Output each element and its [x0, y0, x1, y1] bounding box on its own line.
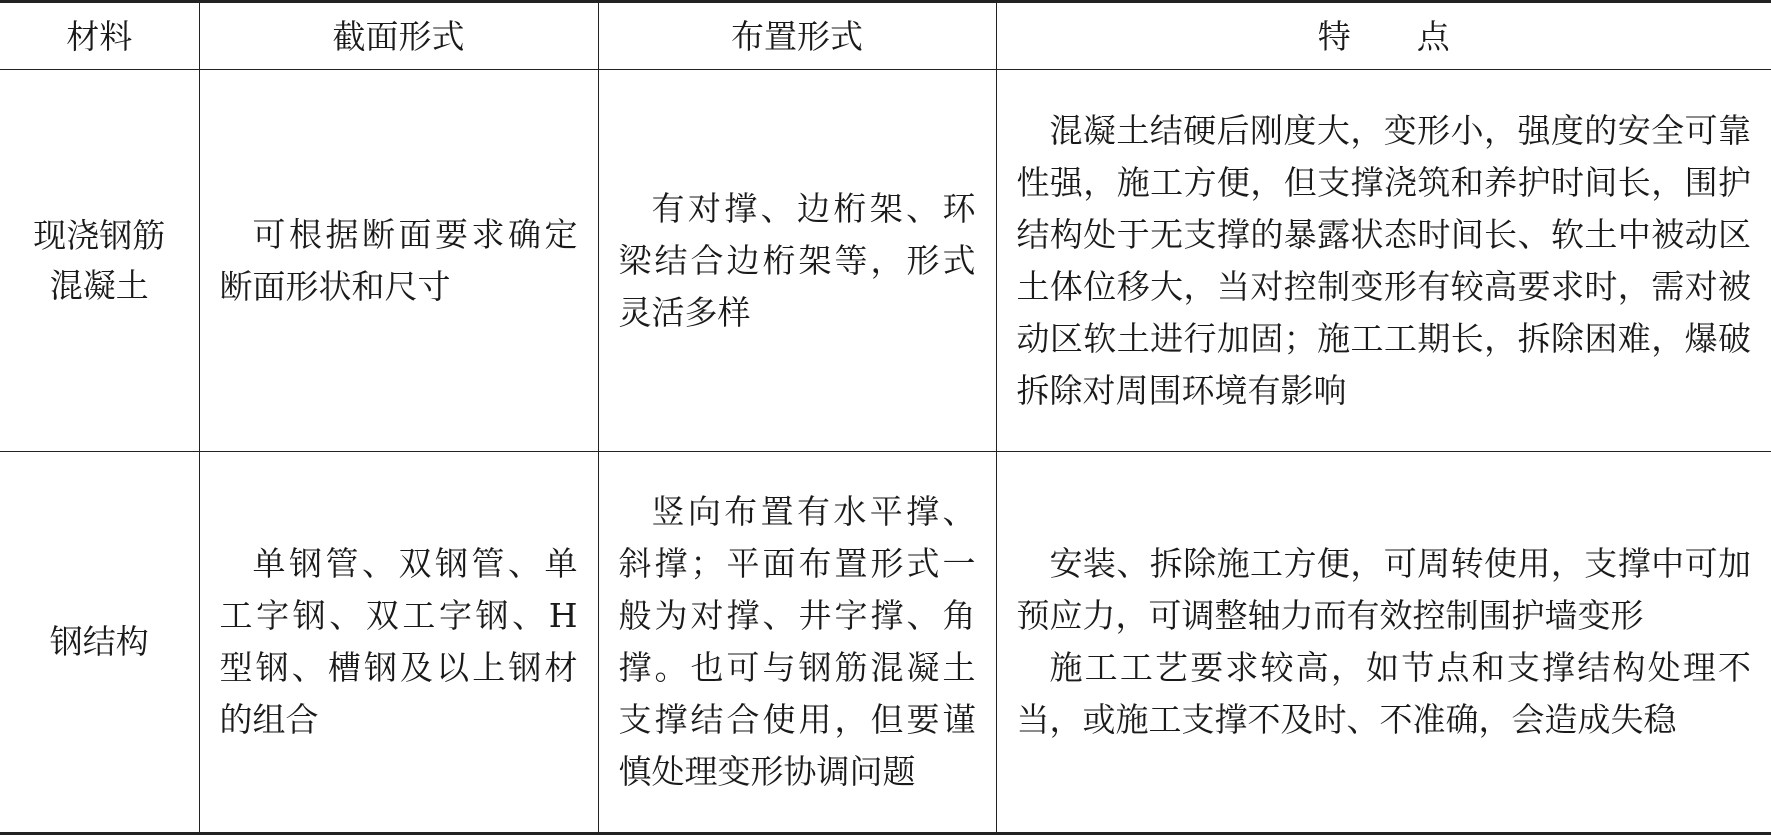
features-cell	[996, 70, 1771, 452]
section-cell	[199, 452, 598, 834]
table-row	[0, 70, 1771, 452]
material-line: 现浇钢筋	[33, 215, 166, 255]
header-features: 特 点	[996, 2, 1771, 70]
header-section: 截面形式	[199, 2, 598, 70]
section-cell	[199, 70, 598, 452]
layout-cell	[598, 70, 996, 452]
material-line: 混凝土	[49, 265, 149, 305]
table-row	[0, 452, 1771, 834]
features-text: 安装、拆除施工方便，可周转使用，支撑中可加预应力，可调整轴力而有效控制围护墙变形	[1016, 544, 1751, 635]
material-cell	[0, 452, 199, 834]
features-text: 施工工艺要求较高，如节点和支撑结构处理不当，或施工支撑不及时、不准确，会造成失稳	[1016, 648, 1751, 739]
section-text: 单钢管、双钢管、单工字钢、双工字钢、H型钢、槽钢及以上钢材的组合	[219, 544, 578, 739]
layout-cell	[598, 452, 996, 834]
material-line: 钢结构	[49, 622, 149, 661]
header-material: 材料	[0, 2, 199, 70]
layout-text: 竖向布置有水平撑、斜撑；平面布置形式一般为对撑、井字撑、角撑。也可与钢筋混凝土支撑结合使用，但要谨慎处理变形协调问题	[618, 492, 976, 791]
layout-text: 有对撑、边桁架、环梁结合边桁架等，形式灵活多样	[618, 188, 976, 332]
features-cell	[996, 452, 1771, 834]
features-text: 混凝土结硬后刚度大，变形小，强度的安全可靠性强，施工方便，但支撑浇筑和养护时间长，围护结构处于无支撑的暴露状态时间长、软土中被动区土体位移大，当对控制变形有较高要求时，需对被动区软土进行加固；施工工期长，拆除困难，爆破拆除对周围环境有影响	[1016, 110, 1751, 410]
section-text: 可根据断面要求确定断面形状和尺寸	[219, 214, 578, 306]
table-header-row	[0, 2, 1771, 70]
header-layout: 布置形式	[598, 2, 996, 70]
material-cell	[0, 70, 199, 452]
